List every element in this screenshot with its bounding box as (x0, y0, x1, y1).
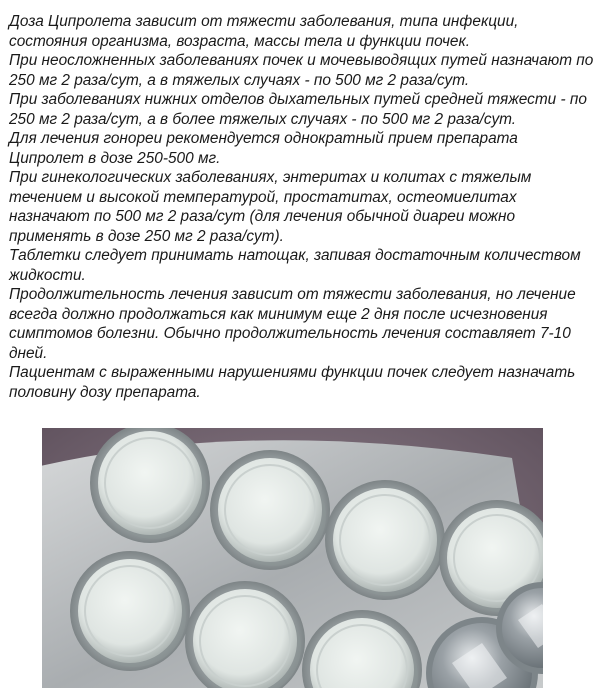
paragraph-gonorrhea: Для лечения гонореи рекомендуется однократный прием препарата Ципролет в дозе 250-500 мг. (9, 130, 518, 167)
paragraph-renal-impairment: Пациентам с выраженными нарушениями функции почек следует назначать половину дозу препарата. (9, 364, 576, 401)
tablet (325, 480, 445, 600)
paragraph-duration: Продолжительность лечения зависит от тяжести заболевания, но лечение всегда должно продолжаться как минимум еще 2 дня после исчезновения симптомов болезни. Обычно продолжительность лечения составляет 7-10 дней. (9, 286, 576, 362)
tablet-blister-photo (42, 428, 543, 688)
paragraph-urinary-tract: При неосложненных заболеваниях почек и мочевыводящих путей назначают по 250 мг 2 раза/сут, а в тяжелых случаях - по 500 мг 2 раза/сут. (9, 52, 594, 89)
article-text (9, 12, 594, 402)
tablet (90, 428, 210, 543)
paragraph-respiratory-tract: При заболеваниях нижних отделов дыхательных путей средней тяжести - по 250 мг 2 раза/сут, а в более тяжелых случаях - по 500 мг 2 раза/сут. (9, 91, 587, 128)
tablet (210, 450, 330, 570)
blister-pack-illustration (42, 428, 543, 688)
tablet (70, 551, 190, 671)
paragraph-administration: Таблетки следует принимать натощак, запивая достаточным количеством жидкости. (9, 247, 581, 284)
paragraph-dosage-intro: Доза Ципролета зависит от тяжести заболевания, типа инфекции, состояния организма, возраста, массы тела и функции почек. (9, 13, 519, 50)
paragraph-gynecological: При гинекологических заболеваниях, энтеритах и колитах с тяжелым течением и высокой температурой, простатитах, остеомиелитах назначают по 500 мг 2 раза/сут (для лечения обычной диареи можно применять в дозе 250 мг 2 раза/сут). (9, 169, 532, 245)
